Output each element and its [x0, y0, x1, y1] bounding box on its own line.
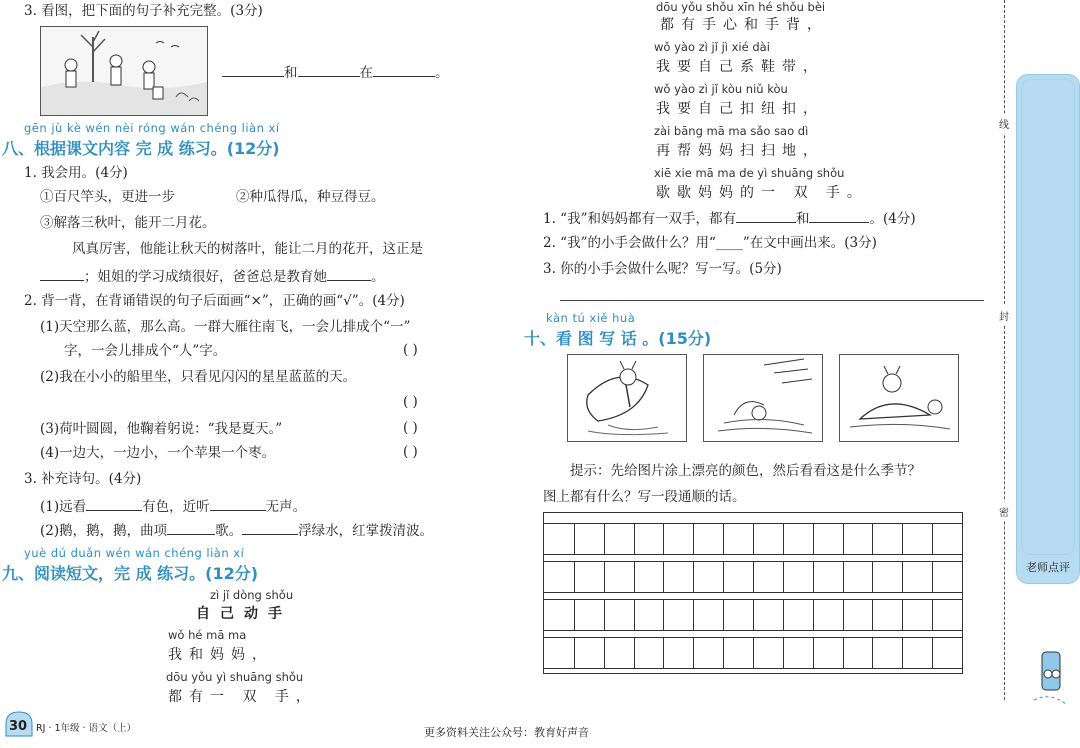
grid-cell-divider — [634, 638, 635, 668]
grid-cell-divider — [813, 524, 814, 554]
poem-line7: 歇歇妈妈的一 双 手。 — [656, 185, 868, 201]
grid-cell-divider — [574, 562, 575, 592]
grid-cell-divider — [932, 524, 933, 554]
at-text: 在 — [359, 65, 373, 81]
section9-title: 九、阅读短文，完 成 练习。(12分) — [2, 564, 259, 583]
poem-line4-pinyin: wǒ yào zì jǐ jì xié dài — [654, 40, 770, 54]
section10-title: 十、看 图 写 话 。(15分) — [524, 329, 712, 348]
grid-cell-divider — [843, 600, 844, 630]
grid-row-3[interactable] — [544, 599, 962, 631]
poem-line2-pinyin: dōu yǒu yì shuāng shǒu — [166, 670, 304, 684]
s8-s1a: (1)天空那么蓝，那么高。一群大雁往南飞，一会儿排成个“一” — [40, 319, 411, 335]
seal-char-secret: 密 — [999, 502, 1009, 521]
grid-cell-divider — [574, 638, 575, 668]
grid-cell-divider — [843, 524, 844, 554]
grid-cell-divider — [574, 600, 575, 630]
grid-cell-divider — [693, 638, 694, 668]
answer-paren-1[interactable]: ( ) — [403, 342, 418, 358]
grid-cell-divider — [723, 600, 724, 630]
poem-line3: 都有手心和手背， — [660, 17, 828, 33]
poem-line7-pinyin: xiē xie mā ma de yì shuāng shǒu — [654, 166, 845, 180]
promo-text: 更多资料关注公众号：教育好声音 — [424, 726, 589, 739]
grid-cell-divider — [753, 600, 754, 630]
picture-insect-in-water — [703, 354, 823, 442]
grid-cell-divider — [604, 600, 605, 630]
grid-cell-divider — [783, 562, 784, 592]
seal-char-line: 线 — [999, 114, 1009, 133]
grid-cell-divider — [693, 562, 694, 592]
s9-q1: 1. “我”和妈妈都有一双手，都有 和 。(4分) — [543, 208, 916, 228]
grade-subject: RJ · 1年级 · 语文（上） — [36, 723, 137, 734]
s10-hint-line1: 提示：先给图片涂上漂亮的颜色，然后看看这是什么季节？ — [570, 463, 921, 479]
blank-poem-2[interactable] — [210, 496, 266, 511]
picture-insect-on-leaf — [567, 354, 687, 442]
grid-cell-divider — [902, 638, 903, 668]
blank-idiom-2[interactable] — [327, 266, 371, 281]
s8-s3: (3)荷叶圆圆，他鞠着躬说：“我是夏天。” — [40, 421, 283, 437]
blank-1[interactable] — [222, 62, 284, 77]
s10-hint-line2: 图上都有什么？写一段通顺的话。 — [543, 489, 746, 505]
grid-cell-divider — [604, 638, 605, 668]
poem-title-pinyin: zì jǐ dòng shǒu — [210, 588, 294, 602]
grid-cell-divider — [843, 638, 844, 668]
grid-cell-divider — [902, 600, 903, 630]
picture-insect-on-turtle — [839, 354, 959, 442]
s8-opt1: ①百尺竿头，更进一步 — [40, 189, 175, 205]
blank-poem-1[interactable] — [86, 496, 142, 511]
blank-poem-4[interactable] — [242, 520, 298, 535]
grid-cell-divider — [872, 562, 873, 592]
blank-poem-3[interactable] — [167, 520, 215, 535]
s8-s2: (2)我在小小的船里坐，只看见闪闪的星星蓝蓝的天。 — [40, 369, 357, 385]
grid-row-2[interactable] — [544, 561, 962, 593]
grid-cell-divider — [872, 524, 873, 554]
grid-cell-divider — [783, 600, 784, 630]
s8-q3: 3. 补充诗句。(4分) — [24, 471, 142, 487]
s8-q1: 1. 我会用。(4分) — [24, 165, 128, 181]
grid-cell-divider — [634, 600, 635, 630]
poem-line5-pinyin: wǒ yào zì jǐ kòu niǔ kòu — [654, 82, 788, 96]
grid-cell-divider — [902, 562, 903, 592]
grid-cell-divider — [872, 600, 873, 630]
grid-cell-divider — [604, 562, 605, 592]
grid-cell-divider — [783, 638, 784, 668]
teacher-comment-area[interactable] — [1021, 79, 1075, 555]
s9-q3: 3. 你的小手会做什么呢？写一写。(5分) — [543, 261, 782, 277]
grid-cell-divider — [574, 524, 575, 554]
blank-idiom-1[interactable] — [40, 266, 84, 281]
picture-children-planting — [40, 26, 208, 116]
grid-cell-divider — [634, 524, 635, 554]
grid-cell-divider — [723, 562, 724, 592]
grid-cell-divider — [604, 524, 605, 554]
blank-s9-2[interactable] — [809, 208, 869, 223]
s9-q3-answer-line[interactable] — [560, 300, 984, 301]
poem-line3-pinyin: dōu yǒu shǒu xīn hé shǒu bèi — [656, 0, 826, 14]
poem-line1-pinyin: wǒ hé mā ma — [168, 628, 247, 642]
section8-pinyin: gēn jù kè wén nèi róng wán chéng liàn xí — [24, 121, 280, 135]
grid-cell-divider — [813, 600, 814, 630]
section9-pinyin: yuè dú duǎn wén wán chéng liàn xí — [24, 546, 245, 560]
s8-opt3: ③解落三秋叶，能开二月花。 — [40, 215, 216, 231]
grid-cell-divider — [753, 524, 754, 554]
q7-3-sentence: 和 在 。 — [222, 62, 449, 82]
grid-cell-divider — [902, 524, 903, 554]
grid-cell-divider — [693, 600, 694, 630]
grid-cell-divider — [932, 600, 933, 630]
binding-dashed-line — [1004, 0, 1005, 700]
grid-cell-divider — [663, 562, 664, 592]
grid-cell-divider — [663, 600, 664, 630]
s8-poem-line2: (2)鹅，鹅，鹅，曲项 歌。 浮绿水，红掌拨清波。 — [40, 520, 433, 540]
poem-line5: 我要自己扣纽扣， — [656, 101, 824, 117]
grid-cell-divider — [932, 562, 933, 592]
poem-line6: 再帮妈妈扫扫地， — [656, 143, 824, 159]
grid-cell-divider — [693, 524, 694, 554]
grid-cell-divider — [753, 562, 754, 592]
q7-3-prompt: 3. 看图，把下面的句子补充完整。(3分) — [24, 3, 263, 19]
grid-cell-divider — [663, 638, 664, 668]
grid-row-1[interactable] — [544, 523, 962, 555]
grid-cell-divider — [723, 638, 724, 668]
s8-poem-line1: (1)远看 有色，近听 无声。 — [40, 496, 306, 516]
grid-cell-divider — [753, 638, 754, 668]
answer-paren-4[interactable]: ( ) — [403, 444, 418, 460]
and-text: 和 — [284, 65, 298, 81]
s8-para2: ；姐姐的学习成绩很好，爸爸总是教育她 。 — [40, 266, 385, 286]
s9-q2: 2. “我”的小手会做什么？用“____”在文中画出来。(3分) — [543, 235, 877, 251]
grid-cell-divider — [663, 524, 664, 554]
blank-2[interactable] — [298, 62, 360, 77]
grid-cell-divider — [723, 524, 724, 554]
grid-cell-divider — [872, 638, 873, 668]
poem-line2: 都有一 双 手， — [168, 689, 317, 705]
grid-cell-divider — [843, 562, 844, 592]
grid-cell-divider — [932, 638, 933, 668]
poem-line1: 我和妈妈， — [168, 647, 273, 663]
section8-title: 八、根据课文内容 完 成 练习。(12分) — [2, 139, 280, 158]
s8-s4: (4)一边大，一边小，一个苹果一个枣。 — [40, 445, 276, 461]
seal-char-seal: 封 — [999, 306, 1009, 325]
answer-paren-2[interactable]: ( ) — [403, 394, 418, 410]
teacher-comment-panel[interactable] — [1016, 74, 1080, 584]
poem-title: 自己动手 — [196, 606, 292, 622]
poem-line4: 我要自己系鞋带， — [656, 59, 824, 75]
grid-cell-divider — [634, 562, 635, 592]
grid-cell-divider — [813, 562, 814, 592]
teacher-comment-label: 老师点评 — [1026, 561, 1070, 574]
s8-q2: 2. 背一背，在背诵错误的句子后面画“×”，正确的画“√”。(4分) — [24, 293, 405, 309]
grid-cell-divider — [813, 638, 814, 668]
answer-paren-3[interactable]: ( ) — [403, 420, 418, 436]
s8-para1: 风真厉害，他能让秋天的树落叶，能让二月的花开，这正是 — [72, 241, 423, 257]
grid-row-4[interactable] — [544, 637, 962, 669]
s8-s1b: 字，一会儿排成个“人”字。 — [64, 343, 227, 359]
section10-pinyin: kàn tú xiě huà — [546, 311, 636, 325]
writing-grid[interactable] — [543, 512, 963, 674]
s8-opt2: ②种瓜得瓜，种豆得豆。 — [236, 189, 385, 205]
blank-3[interactable] — [373, 62, 435, 77]
blank-s9-1[interactable] — [736, 208, 796, 223]
pencil-mascot-icon — [1030, 648, 1074, 716]
page-number-badge — [4, 710, 28, 734]
page-number: 30 — [9, 719, 28, 734]
poem-line6-pinyin: zài bāng mā ma sǎo sao dì — [654, 124, 809, 138]
grid-cell-divider — [783, 524, 784, 554]
